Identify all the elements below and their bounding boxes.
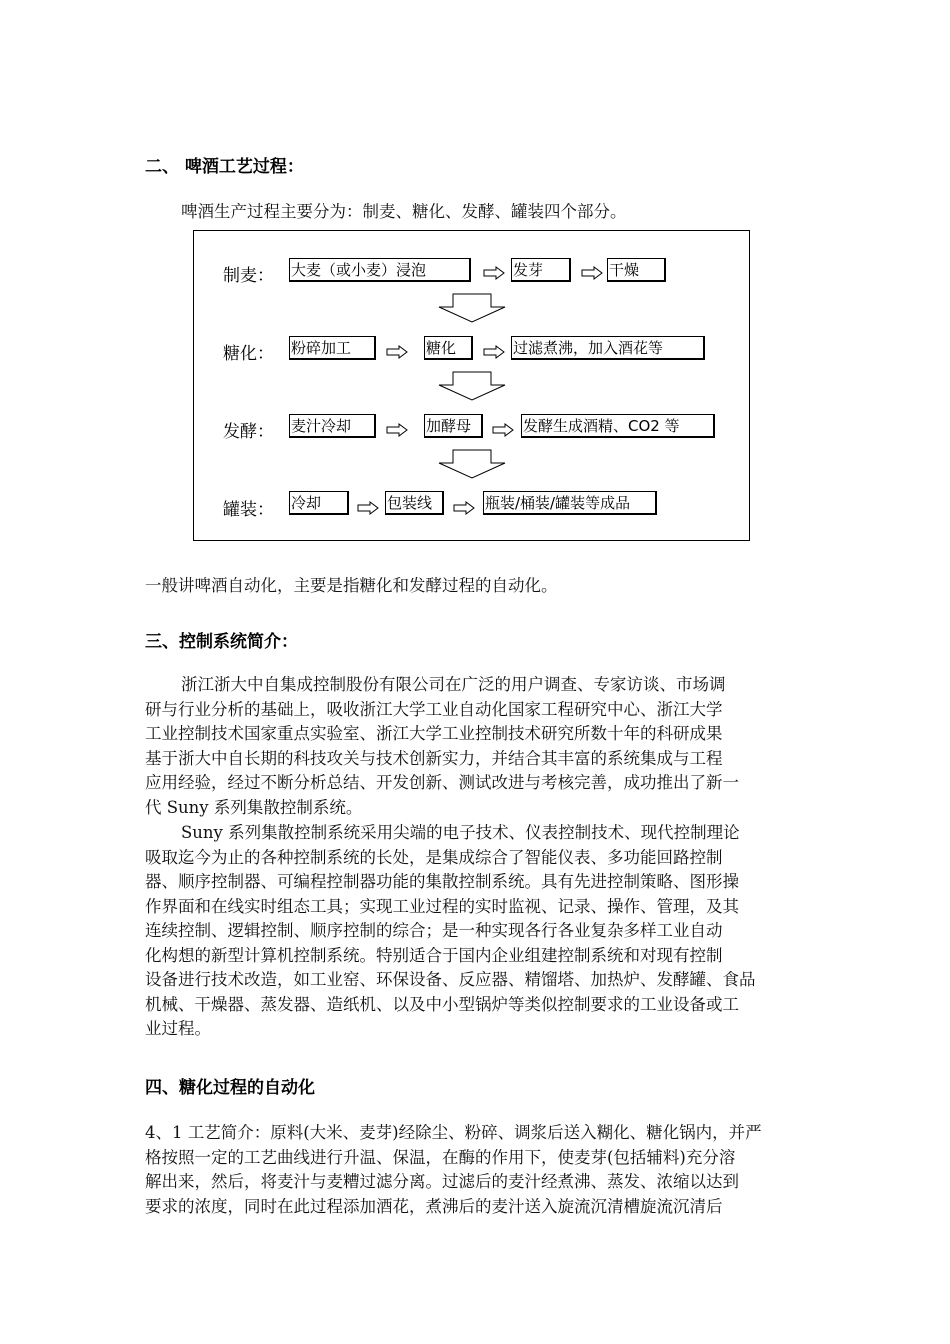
down-arrow-icon xyxy=(437,293,507,323)
section-2-intro: 啤酒生产过程主要分为：制麦、糖化、发酵、罐装四个部分。 xyxy=(181,202,627,221)
right-arrow-icon xyxy=(581,266,603,280)
row-label-malting: 制麦： xyxy=(223,266,274,286)
text-line: 浙江浙大中自集成控制股份有限公司在广泛的用户调查、专家访谈、市场调 xyxy=(181,675,726,694)
step-box: 发酵生成酒精、CO2 等 xyxy=(521,414,715,438)
row-label-fermentation: 发酵： xyxy=(223,422,274,442)
section-2-heading: 二、 啤酒工艺过程： xyxy=(145,157,304,177)
beer-process-diagram xyxy=(193,230,750,541)
section-4-heading: 四、糖化过程的自动化 xyxy=(145,1078,315,1098)
text-line: 4、1 工艺简介：原料(大米、麦芽)经除尘、粉碎、调浆后送入糊化、糖化锅内，并严 xyxy=(145,1123,762,1142)
step-box: 加酵母 xyxy=(424,414,483,438)
section-3-paragraph-1 xyxy=(145,673,807,820)
automation-summary: 一般讲啤酒自动化，主要是指糖化和发酵过程的自动化。 xyxy=(145,576,558,595)
section-3-paragraph-2 xyxy=(145,821,807,1042)
right-arrow-icon xyxy=(386,423,408,437)
text-line: 吸取迄今为止的各种控制系统的长处，是集成综合了智能仪表、多功能回路控制 xyxy=(145,847,723,867)
text-line: Suny 系列集散控制系统采用尖端的电子技术、仪表控制技术、现代控制理论 xyxy=(181,823,740,842)
row-label-packaging: 罐装： xyxy=(223,500,274,520)
row-label-saccharification: 糖化： xyxy=(223,344,274,364)
text-line: 工业控制技术国家重点实验室、浙江大学工业控制技术研究所数十年的科研成果 xyxy=(145,724,723,743)
step-box: 冷却 xyxy=(289,491,349,515)
step-box: 糖化 xyxy=(424,336,473,360)
text-line: 连续控制、逻辑控制、顺序控制的综合；是一种实现各行各业复杂多样工业自动 xyxy=(145,921,723,940)
down-arrow-icon xyxy=(437,371,507,401)
text-line: 器、顺序控制器、可编程控制器功能的集散控制系统。具有先进控制策略、图形操 xyxy=(145,872,739,891)
text-line: 代 Suny 系列集散控制系统。 xyxy=(145,797,363,817)
text-line: 要求的浓度，同时在此过程添加酒花，煮沸后的麦汁送入旋流沉清槽旋流沉清后 xyxy=(145,1196,723,1216)
text-line: 设备进行技术改造，如工业窑、环保设备、反应器、精馏塔、加热炉、发酵罐、食品 xyxy=(145,970,756,989)
step-box: 麦汁冷却 xyxy=(289,414,376,438)
text-line: 格按照一定的工艺曲线进行升温、保温，在酶的作用下，使麦芽(包括辅料)充分溶 xyxy=(145,1147,736,1167)
right-arrow-icon xyxy=(386,345,408,359)
text-line: 作界面和在线实时组态工具；实现工业过程的实时监视、记录、操作、管理，及其 xyxy=(145,896,739,916)
down-arrow-icon xyxy=(437,449,507,479)
text-line: 解出来，然后，将麦汁与麦糟过滤分离。过滤后的麦汁经煮沸、蒸发、浓缩以达到 xyxy=(145,1172,739,1191)
step-box: 干燥 xyxy=(607,258,666,282)
step-box: 瓶装/桶装/罐装等成品 xyxy=(483,491,657,515)
step-box: 粉碎加工 xyxy=(289,336,376,360)
text-line: 基于浙大中自长期的科技攻关与技术创新实力，并结合其丰富的系统集成与工程 xyxy=(145,748,723,768)
right-arrow-icon xyxy=(483,266,505,280)
step-box: 包装线 xyxy=(385,491,444,515)
right-arrow-icon xyxy=(492,423,514,437)
right-arrow-icon xyxy=(453,501,475,515)
text-line: 化构想的新型计算机控制系统。特别适合于国内企业组建控制系统和对现有控制 xyxy=(145,945,723,965)
text-line: 业过程。 xyxy=(145,1019,211,1038)
text-line: 应用经验，经过不断分析总结、开发创新、测试改进与考核完善，成功推出了新一 xyxy=(145,773,739,792)
right-arrow-icon xyxy=(357,501,379,515)
text-line: 研与行业分析的基础上，吸收浙江大学工业自动化国家工程研究中心、浙江大学 xyxy=(145,699,723,719)
step-box: 大麦（或小麦）浸泡 xyxy=(289,258,471,282)
text-line: 机械、干燥器、蒸发器、造纸机、以及中小型锅炉等类似控制要求的工业设备或工 xyxy=(145,994,739,1014)
right-arrow-icon xyxy=(483,345,505,359)
step-box: 发芽 xyxy=(511,258,571,282)
section-3-heading: 三、控制系统简介： xyxy=(145,632,298,652)
section-4-paragraph-1 xyxy=(145,1121,807,1219)
step-box: 过滤煮沸，加入酒花等 xyxy=(511,336,705,360)
